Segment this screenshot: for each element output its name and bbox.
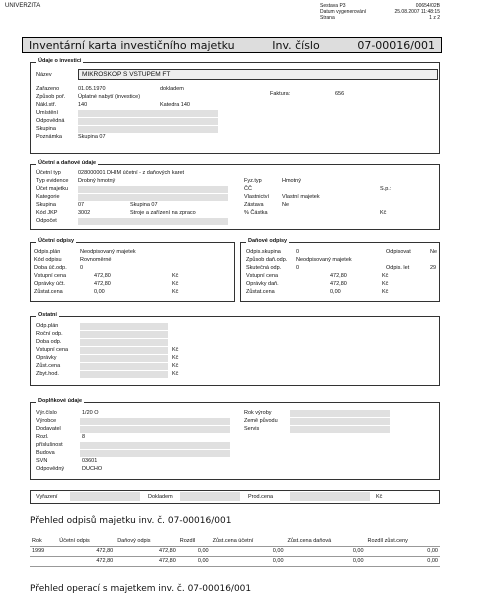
field-value: Neodpisovaný majetek [296,257,352,263]
column-header: Účetní odpis [57,536,115,546]
field-value: Úplatné nabytí (investice) [78,94,141,100]
header-meta: Sestava P3 00654/02B Datum vygenerování 25.08.2007 11:48:15 Strana 1 z 2 [320,3,440,21]
name-label: Název [36,72,52,78]
table-cell: 0,00 [211,556,286,566]
field-label: Způsob daň.odp. [246,257,288,263]
column-header: Rozdíl [178,536,211,546]
field-value: Skupina 07 [130,202,158,208]
field-value: dokladem [160,86,184,92]
section-title: Údaje o investici [38,58,82,64]
field-value: 8 [82,434,86,440]
table-cell: 1999 [30,546,57,556]
field-label: Typ evidence [36,178,69,184]
field-label: Fyz.typ [244,178,262,184]
column-header: Rok [30,536,57,546]
field-label: Poznámka [36,134,62,140]
section-title: Ostatní [38,312,57,318]
field-value: 472,80 [330,273,347,279]
table-cell: 0,00 [366,546,440,556]
field-value: 472,80 [94,273,111,279]
operations-table-title: Přehled operací s majetkem inv. č. 07-00016/001 [30,584,252,594]
field-label: Zbyt.hod. [36,371,59,377]
field-label: Oprávky [36,355,57,361]
field-value: Kč [172,363,179,369]
field-value: 0,00 [330,289,341,295]
field-value: Kč [382,273,389,279]
org-name: UNIVERZITA [5,3,41,9]
field-label: Oprávky daň. [246,281,279,287]
table-cell: 472,80 [115,556,178,566]
field-value: 0 [296,249,300,255]
column-header: Zůst.cena daňová [286,536,366,546]
field-label: Vstupní cena [34,273,67,279]
field-label: Výrobce [36,418,57,424]
field-label: Skupina [36,126,56,132]
invoice-value: 656 [335,91,345,97]
field-label: Odpovědný [36,466,65,472]
table-row [30,556,440,566]
field-value: 07 [78,202,85,208]
section-title: Účetní a daňové údaje [38,160,97,166]
field-label: Rok výroby [244,410,272,416]
field-label: Kód odpisu [34,257,62,263]
field-label: Zařazeno [36,86,60,92]
table-row [30,546,440,556]
field-label: Kód JKP [36,210,58,216]
field-label: Zůstat.cena [246,289,275,295]
field-label: Účet majetku [36,186,69,192]
field-value: 472,80 [330,281,347,287]
field-value: Skupina 07 [78,134,106,140]
section-title: Daňové odpisy [248,238,288,244]
table-cell: 0,00 [366,556,440,566]
field-value: 03601 [82,458,98,464]
field-value: Kč [172,347,179,353]
table-cell [30,556,57,566]
field-value: Kč [172,273,179,279]
column-header: Daňový odpis [115,536,178,546]
section-title: Doplňkové údaje [38,398,83,404]
field-value: 29 [430,265,437,271]
field-label: Výr.číslo [36,410,57,416]
field-label: Budova [36,450,55,456]
field-value: Kč [380,210,387,216]
field-value: Drobný hmotný [78,178,116,184]
column-header: Rozdíl zůst.ceny [366,536,440,546]
field-label: Oprávky účt. [34,281,65,287]
field-value: Ne [430,249,438,255]
depreciation-table [30,536,440,567]
field-value: Stroje a zařízení na zpraco [130,210,196,216]
field-label: Rozl. [36,434,49,440]
disposal-label: Vyřazení [36,494,58,500]
field-value: 140 [78,102,88,108]
depreciation-table-title: Přehled odpisů majetku inv. č. 07-00016/001 [30,516,232,526]
field-label: Servis [244,426,260,432]
table-cell: 0,00 [286,546,366,556]
field-label: Odpovědná [36,118,65,124]
field-value: 0 [296,265,300,271]
field-label: příslušnost [36,442,63,448]
field-label: Skutečná odp. [246,265,282,271]
field-value: Ne [282,202,290,208]
table-cell: 0,00 [178,546,211,556]
field-value: Odpis. let [386,265,410,271]
field-label: ČČ [244,186,252,192]
field-label: Doba úč.odp. [34,265,67,271]
column-header: Zůst.cena účetní [211,536,286,546]
field-value: 1/20 O [82,410,99,416]
field-label: Odpočet [36,218,57,224]
field-label: Způsob poř. [36,94,66,100]
field-label: Odpis.skupina [246,249,281,255]
name-value: MIKROSKOP S VSTUPEM FT [82,71,171,78]
field-label: Roční odp. [36,331,63,337]
field-label: Vstupní cena [36,347,69,353]
field-label: Doba odp. [36,339,62,345]
field-value: Kč [172,281,179,287]
table-cell: 0,00 [286,556,366,566]
field-value: Rovnoměrné [80,257,112,263]
field-label: Účetní typ [36,170,61,176]
field-label: Kategorie [36,194,60,200]
field-value: Hmotný [282,178,301,184]
invoice-label: Faktura: [270,91,291,97]
field-value: DUCHO [82,466,103,472]
field-value: Kč [172,289,179,295]
field-value: 028000001 DHIM účetní - z daňových karet [78,170,185,176]
field-value: Neodpisovaný majetek [80,249,136,255]
field-value: 472,80 [94,281,111,287]
field-label: Vlastnictví [244,194,270,200]
field-value: Odpisovat [386,249,411,255]
field-value: Kč [382,289,389,295]
field-value: 0,00 [94,289,105,295]
document-label: Dokladem [148,494,173,500]
sale-price-label: Prod.cena [248,494,274,500]
page-title: Inventární karta investičního majetku Inv. číslo 07-00016/001 [22,37,442,53]
field-label: Nákl.stř. [36,102,57,108]
currency-label: Kč [376,494,383,500]
section-title: Účetní odpisy [38,238,75,244]
field-value: 3002 [78,210,91,216]
field-label: Země původu [244,418,278,424]
field-label: Umístění [36,110,59,116]
field-value: Kč [172,371,179,377]
field-value: Vlastní majetek [282,194,320,200]
table-cell: 472,80 [115,546,178,556]
field-label: Odp.plán [36,323,59,329]
field-value: 0 [80,265,84,271]
field-value: S.p.: [380,186,392,192]
field-label: Zůst.cena [36,363,61,369]
field-label: Dodavatel [36,426,61,432]
table-cell: 472,80 [57,546,115,556]
field-label: SVN [36,458,48,464]
field-label: Zůstat.cena [34,289,63,295]
field-label: Zástava [244,202,264,208]
field-label: % Částka [244,210,268,216]
field-label: Skupina [36,202,56,208]
field-value: Katedra 140 [160,102,190,108]
field-label: Vstupní cena [246,273,279,279]
field-label: Odpis.plán [34,249,61,255]
field-value: Kč [382,281,389,287]
field-value: 01.05.1970 [78,86,106,92]
table-cell: 472,80 [57,556,115,566]
table-cell: 0,00 [178,556,211,566]
field-value: Kč [172,355,179,361]
table-cell: 0,00 [211,546,286,556]
